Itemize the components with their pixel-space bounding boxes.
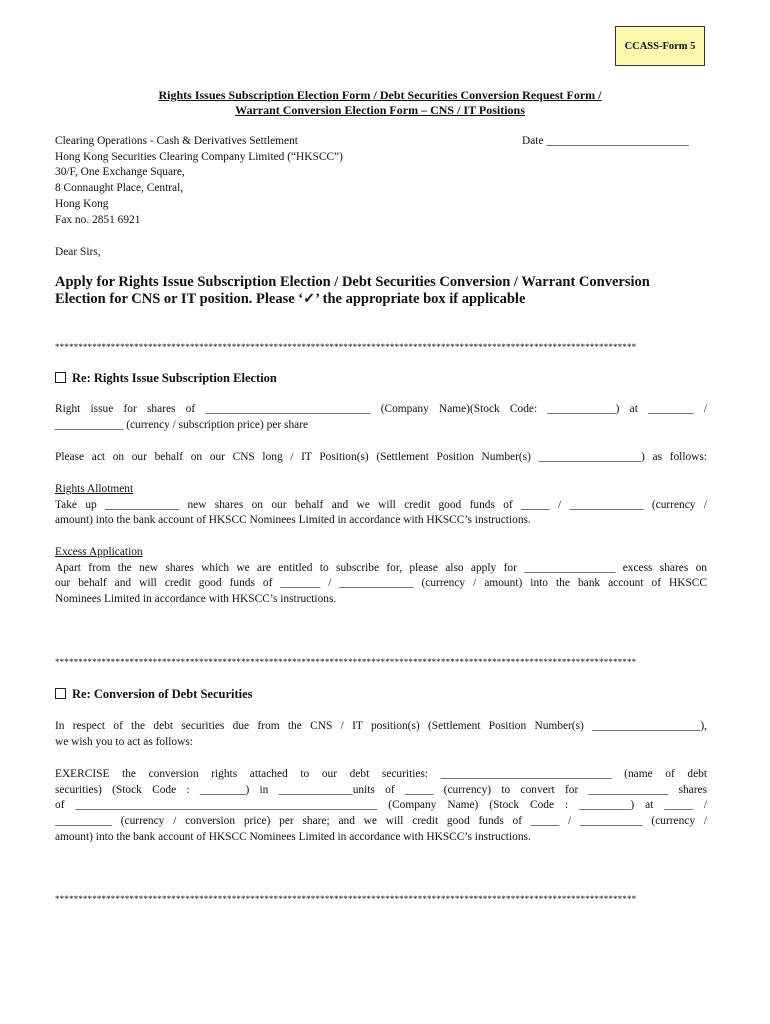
debt-exercise-line-1[interactable]: EXERCISE the conversion rights attached to our debt securities: ______________________________ (name of debt [55, 768, 707, 780]
address-line: Clearing Operations - Cash & Derivatives Settlement [55, 135, 298, 147]
rights-allotment-line-1[interactable]: Take up _____________ new shares on our behalf and we will credit good funds of _____ / _____________ (currency / [55, 498, 707, 511]
date-field[interactable]: Date _________________________ [522, 135, 689, 147]
form-title-line-1: Rights Issues Subscription Election Form / Debt Securities Conversion Request Form / [158, 88, 602, 102]
debt-exercise-line-3[interactable]: of _____________________________________________________ (Company Name) (Stock Code : _________) at _____ / [55, 799, 707, 812]
salutation: Dear Sirs, [55, 246, 101, 258]
debt-conversion-checkbox[interactable] [55, 688, 66, 699]
excess-application-line-1[interactable]: Apart from the new shares which we are entitled to subscribe for, please also apply for ________________ excess shares on [55, 561, 707, 574]
rights-issue-heading [55, 371, 277, 386]
excess-application-line-2[interactable]: our behalf and will credit good funds of _______ / _____________ (currency / amount) into the bank account of HKSCC [55, 577, 707, 590]
rights-issue-heading-text: Re: Rights Issue Subscription Election [72, 371, 277, 385]
rights-issue-line-2[interactable]: ____________ (currency / subscription price) per share [55, 418, 309, 431]
separator-stars: ***************************************************************************************************************************** [55, 342, 637, 352]
separator-stars: ***************************************************************************************************************************** [55, 657, 637, 667]
debt-exercise-line-5: amount) into the bank account of HKSCC Nominees Limited in accordance with HKSCC’s instructions. [55, 830, 531, 843]
debt-exercise-paragraph [55, 767, 707, 846]
debt-exercise-line-2[interactable]: securities) (Stock Code : ________) in _____________units of _____ (currency) to convert for ______________ shares [55, 783, 707, 796]
rights-allotment-title: Rights Allotment [55, 483, 134, 495]
form-title [40, 88, 720, 118]
debt-respect-line-2: we wish you to act as follows: [55, 735, 193, 748]
excess-application-block [55, 545, 707, 608]
address-line: Hong Kong [55, 197, 109, 210]
address-line: Fax no. 2851 6921 [55, 213, 141, 226]
rights-allotment-line-2: amount) into the bank account of HKSCC Nominees Limited in accordance with HKSCC’s instructions. [55, 514, 531, 527]
form-number-badge: CCASS-Form 5 [615, 26, 705, 66]
debt-respect-line-1[interactable]: In respect of the debt securities due from the CNS / IT position(s) (Settlement Position Number(s) ___________________), [55, 720, 707, 732]
recipient-address [55, 134, 343, 228]
address-line: Hong Kong Securities Clearing Company Limited (“HKSCC”) [55, 150, 343, 163]
rights-behalf-paragraph [55, 450, 707, 466]
rights-issue-checkbox[interactable] [55, 372, 66, 383]
debt-respect-paragraph [55, 719, 707, 750]
debt-conversion-heading-text: Re: Conversion of Debt Securities [72, 687, 253, 701]
excess-application-line-3: Nominees Limited in accordance with HKSCC’s instructions. [55, 593, 337, 606]
separator-stars: ***************************************************************************************************************************** [55, 894, 637, 904]
form-title-line-2: Warrant Conversion Election Form – CNS / IT Positions [235, 103, 525, 117]
debt-exercise-line-4[interactable]: __________ (currency / conversion price) per share; and we will credit good funds of _____ / ___________ (currency / [55, 815, 707, 828]
headline-line-2: Election for CNS or IT position. Please ‘✓’ the appropriate box if applicable [55, 291, 526, 307]
headline-line-1: Apply for Rights Issue Subscription Election / Debt Securities Conversion / Warrant Conversion [55, 274, 650, 290]
rights-behalf-line[interactable]: Please act on our behalf on our CNS long / IT Position(s) (Settlement Position Number(s) __________________) as follows: [55, 451, 707, 463]
rights-allotment-block [55, 482, 707, 529]
debt-conversion-heading [55, 687, 253, 702]
address-line: 8 Connaught Place, Central, [55, 182, 184, 195]
address-line: 30/F, One Exchange Square, [55, 166, 185, 179]
excess-application-title: Excess Application [55, 546, 143, 558]
rights-issue-details [55, 402, 707, 433]
rights-issue-line-1[interactable]: Right issue for shares of _____________________________ (Company Name)(Stock Code: ____________) at ________ / [55, 403, 707, 415]
instruction-headline [55, 274, 715, 308]
